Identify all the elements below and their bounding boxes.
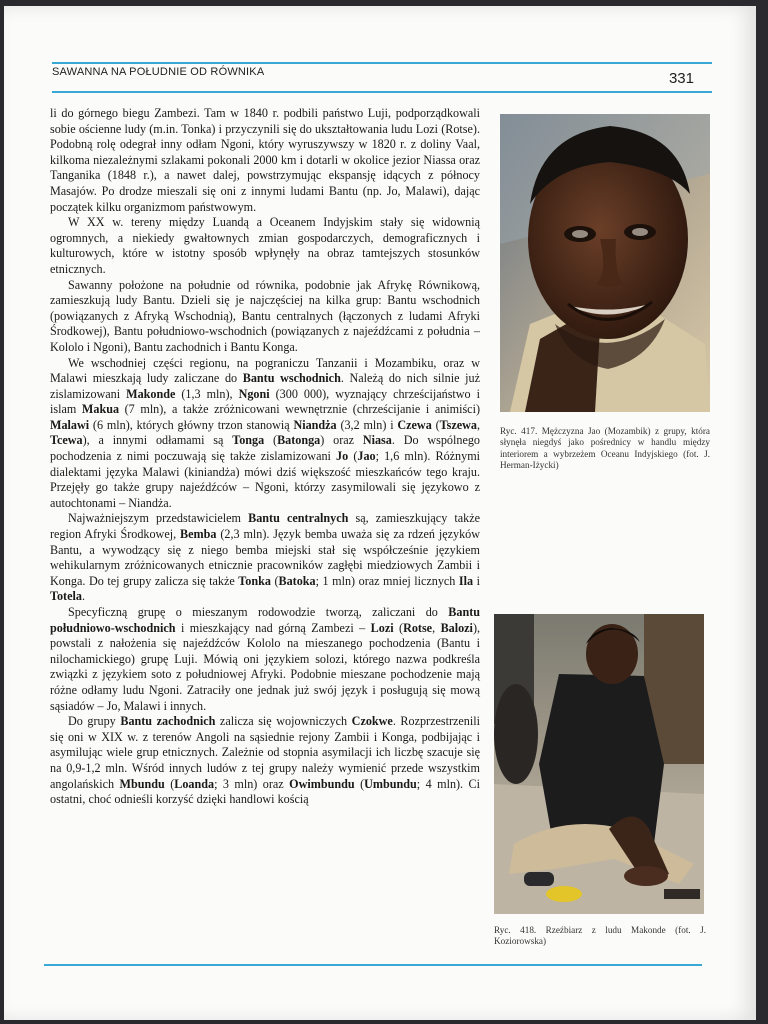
body-paragraph [50, 106, 480, 215]
bold-term: Tszewa [439, 417, 477, 432]
body-paragraph [50, 215, 480, 277]
bold-term: Bantu wschodnich [242, 371, 341, 386]
figure-418-caption: Ryc. 418. Rzeźbiarz z ludu Makonde (fot. J. Koziorowska) [494, 925, 706, 947]
bold-term: Niandża [293, 417, 337, 432]
text-run: ) oraz [320, 433, 363, 448]
bold-term: Ngoni [238, 386, 270, 401]
footer-rule [44, 964, 702, 966]
carver-illustration [494, 614, 704, 914]
text-run: ; 4 mln). Ci ostatni, choć odnieśli korzyść dzięki handlowi kością [50, 776, 481, 807]
body-paragraph [50, 356, 480, 512]
bold-term: Jao [357, 449, 376, 464]
page-number: 331 [668, 70, 694, 87]
text-run: ), a innymi odłamami są [82, 433, 233, 448]
text-run: (6 mln), których główny trzon stanowią [89, 417, 294, 432]
bold-term: Makonde [126, 386, 176, 401]
bold-term: Bantu zachodnich [120, 714, 216, 729]
body-paragraph [50, 714, 480, 808]
text-run: ( [164, 776, 175, 791]
text-run: Najważniejszym przedstawicielem [68, 511, 249, 526]
bold-term: Balozi [440, 620, 473, 635]
bold-term: Batonga [277, 433, 321, 448]
text-run: (1,3 mln), [175, 386, 239, 401]
bold-term: Czewa [397, 417, 432, 432]
bold-term: Tonga [232, 433, 265, 448]
bold-term: Makua [81, 402, 120, 417]
text-run: ; 3 mln) oraz [214, 776, 290, 791]
bold-term: Tcewa [50, 433, 83, 448]
text-run: . Rozprzestrzenili się oni w XIX w. z terenów Angoli na sąsiednie rejony Zambii i Konga, podbijając i asymilując wiele grup etnicznych. Zależnie od stopnia asymilacji ich liczbę szacuje się na 0,9-1,2 mln. Wśród innych ludów z tej grupy należy wymienić przede wszystkim angolańskich [50, 714, 480, 791]
text-run: Sawanny położone na południe od równika, podobnie jak Afrykę Równikową, zamieszkują ludy Bantu. Dzieli się je najczęściej na kilka grup: Bantu wschodnich (powiązanych z Afryką Wschodnią), Bantu centralnych (łączonych z ludami Afryki Środkowej), Bantu południowo-wschodnich (powiązanych z najeźdźcami z południa – Kololo i Ngoni), Bantu zachodnich i Bantu Konga. [50, 277, 480, 354]
text-run: ), powstali z nałożenia się najeźdźców Kololo na mieszanego pochodzenia (Bantu i nilochamickiego) grupę Luji. Mówią oni językiem solozi, którego nazwa podkreśla związki z językiem soto z południowej Afryki. Podobnie mieszane pochodzenie mają różne odłamy ludu Ngoni. Zatraciły one jednak już swój język i posługują się mową sąsiadów – Jo, Malawi i innych. [50, 620, 481, 713]
text-run: są, zamieszkujący także region Afryki Środkowej, [50, 511, 481, 542]
text-run: (7 mln), a także zróżnicowani wewnętrznie (chrześcijanie i animiści) [119, 402, 480, 417]
text-run: Do grupy [68, 714, 121, 729]
text-run: W XX w. tereny między Luandą a Oceanem Indyjskim stały się widownią ogromnych, a niekiedy gwałtownych zmian gospodarczych, demograficznych i kulturowych, które w istotny sposób wpłynęły na obraz tamtejszych stosunków etnicznych. [50, 215, 480, 276]
bold-term: Ila [458, 573, 474, 588]
body-text [50, 106, 480, 808]
figure-417-photo [500, 114, 710, 412]
portrait-illustration [500, 114, 710, 412]
text-run: ( [270, 573, 279, 588]
text-run: zalicza się wojowniczych [215, 714, 352, 729]
bold-term: Czokwe [351, 714, 393, 729]
bold-term: Jo [336, 449, 349, 464]
text-run: (300 000), wyznający chrześcijaństwo i islam [50, 386, 481, 417]
bold-term: Umbundu [364, 776, 417, 791]
text-run: ; 1,6 mln). Różnymi dialektami języka Malawi (kiniandża) mówi dziś większość mieszkańców tego kraju. Przejęły go także grupy najeźdźców – Ngoni, którzy zasymilowali się językowo z autochtonami – Niandża. [50, 449, 481, 510]
bold-term: Mbundu [119, 776, 165, 791]
bold-term: Lozi [370, 620, 394, 635]
text-run: ; 1 mln) oraz mniej licznych [315, 573, 459, 588]
bold-term: Batoka [278, 573, 316, 588]
bold-term: Owimbundu [289, 776, 355, 791]
body-paragraph [50, 511, 480, 605]
text-run: We wschodniej części regionu, na pograniczu Tanzanii i Mozambiku, oraz w Malawi mieszkają ludy zaliczane do [50, 355, 480, 386]
text-run: li do górnego biegu Zambezi. Tam w 1840 r. podbili państwo Luji, podporządkowali sobie ościenne ludy (m.in. Tonka) i przyczynili się do ukształtowania ludu Lozi (Rotse). Podobną rolę odegrał inny odłam Ngoni, który wyruszywszy w 1820 r. z doliny Vaal, kilkoma niezależnymi szlakami pokonali 2000 km i dotarli w okolice jezior Niassa oraz Tanganika (1848 r.), a nawet dalej, powstrzymując ekspansję idących z północy Masajów. Po drodze mieszali się oni z innymi ludami Bantu (np. Jo, Malawi), dając początek kilku organizmom państwowym. [50, 106, 480, 214]
text-run: ( [354, 776, 365, 791]
text-run: (3,2 mln) i [336, 417, 398, 432]
text-run: ( [264, 433, 278, 448]
text-run: , [476, 417, 481, 432]
bold-term: Niasa [362, 433, 392, 448]
bold-term: Rotse [403, 620, 433, 635]
body-paragraph [50, 278, 480, 356]
text-run: i mieszkający nad górną Zambezi – [175, 620, 371, 635]
text-run: i [473, 573, 481, 588]
text-run: . [81, 589, 85, 604]
text-run: ( [393, 620, 404, 635]
bold-term: Totela [50, 589, 82, 604]
text-run: (2,3 mln). Język bemba uważa się za rdzeń języków Bantu, a wywodzący się z niego bemba miejski stał się współcześnie językiem wehikularnym zróżnicowanych etnicznie pracowników zagłębi miedziowych Zambii i Konga. Do tej grupy zalicza się także [50, 527, 480, 588]
header-top-rule [52, 62, 712, 64]
bold-term: Bemba [180, 527, 217, 542]
figure-418-photo [494, 614, 704, 914]
text-run: ( [431, 417, 440, 432]
text-run: . Należą do nich silnie już zislamizowani [50, 371, 480, 401]
text-run: Specyficzną grupę o mieszanym rodowodzie tworzą, zaliczani do [68, 605, 449, 619]
bold-term: Bantu południowo-wschodnich [50, 605, 480, 635]
text-run: , [432, 620, 441, 635]
text-run: . Do wspólnego pochodzenia z nimi poczuwają się także zislamizowani [50, 433, 480, 464]
header-bottom-rule [52, 91, 712, 93]
figure-417-caption: Ryc. 417. Mężczyzna Jao (Mozambik) z grupy, która słynęła niegdyś jako pośrednicy w handlu między interiorem a wybrzeżem Oceanu Indyjskiego (fot. J. Herman-Iżycki) [500, 426, 710, 471]
book-page [4, 6, 756, 1020]
bold-term: Bantu centralnych [248, 511, 349, 526]
bold-term: Malawi [50, 417, 90, 432]
text-run: ( [348, 449, 358, 464]
running-header: SAWANNA NA POŁUDNIE OD RÓWNIKA [52, 66, 265, 78]
bold-term: Tonka [238, 573, 271, 588]
bold-term: Loanda [174, 776, 215, 791]
body-paragraph [50, 605, 480, 714]
